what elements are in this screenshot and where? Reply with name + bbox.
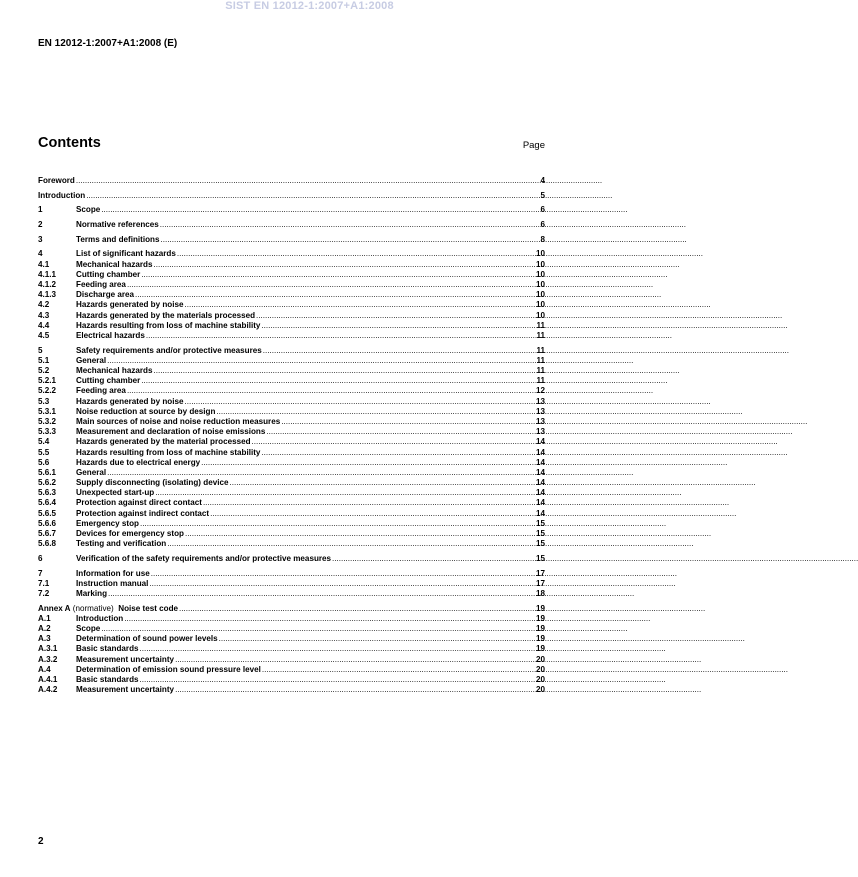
toc-entry-title-text: Cutting chamber bbox=[76, 269, 141, 279]
toc-entry-number: 5.2.2 bbox=[38, 386, 57, 396]
toc-dot-leader bbox=[124, 614, 535, 624]
toc-entry[interactable] bbox=[38, 458, 545, 468]
toc-entry-page: 13 bbox=[535, 416, 545, 426]
toc-entry[interactable] bbox=[38, 478, 545, 488]
toc-entry-title bbox=[76, 498, 202, 508]
toc-dot-leader bbox=[185, 300, 535, 310]
toc-entry-annex-title: Noise test code bbox=[118, 603, 179, 613]
toc-entry-title-text: Measurement uncertainty bbox=[76, 685, 175, 695]
toc-dot-leader bbox=[135, 290, 535, 300]
toc-entry-title-text: Verification of the safety requirements and/or protective measures bbox=[76, 553, 332, 563]
toc-entry-number: 2 bbox=[38, 220, 43, 230]
toc-entry-number: 5.6.4 bbox=[38, 498, 57, 508]
toc-entry-number: 4.1.2 bbox=[38, 280, 57, 289]
toc-dot-leader bbox=[151, 569, 535, 579]
toc-entry-title bbox=[76, 519, 139, 529]
toc-entry-title-text: Information for use bbox=[76, 568, 150, 578]
toc-entry[interactable] bbox=[38, 624, 545, 634]
toc-dot-leader bbox=[252, 437, 535, 447]
toc-dot-leader bbox=[216, 407, 535, 417]
page-number: 2 bbox=[38, 836, 44, 847]
toc-entry-title bbox=[76, 311, 255, 321]
toc-entry-title bbox=[76, 624, 100, 634]
toc-entry-title bbox=[38, 176, 75, 186]
toc-dot-leader bbox=[266, 427, 535, 437]
toc-dot-leader bbox=[101, 205, 539, 215]
toc-group bbox=[38, 191, 545, 201]
toc-entry-title bbox=[76, 685, 174, 695]
toc-entry[interactable] bbox=[38, 498, 545, 508]
toc-entry-title-text: Mechanical hazards bbox=[76, 366, 153, 375]
toc-group bbox=[38, 235, 545, 245]
toc-entry-title-text: Supply disconnecting (isolating) device bbox=[76, 478, 229, 488]
toc-entry-number: 5.6.8 bbox=[38, 539, 57, 549]
toc-dot-leader bbox=[141, 376, 535, 386]
toc-entry[interactable] bbox=[38, 675, 545, 685]
toc-entry-title bbox=[76, 280, 126, 290]
toc-entry-title bbox=[76, 665, 261, 675]
toc-entry-title bbox=[76, 220, 159, 230]
toc-entry-title bbox=[76, 458, 200, 468]
toc-entry-number: 5.6.2 bbox=[38, 478, 57, 488]
toc-dot-leader bbox=[160, 220, 540, 230]
toc-entry-title-text: Measurement uncertainty bbox=[76, 654, 175, 664]
toc-entry[interactable] bbox=[38, 260, 545, 270]
toc-dot-leader bbox=[210, 509, 535, 519]
toc-dot-leader bbox=[175, 685, 535, 695]
toc-entry-number: 5.6 bbox=[38, 457, 50, 467]
toc-entry-title-text: Hazards resulting from loss of machine stability bbox=[76, 320, 261, 330]
toc-entry-title bbox=[76, 235, 160, 245]
toc-entry-title bbox=[76, 614, 123, 624]
toc-entry[interactable] bbox=[38, 427, 545, 437]
toc-dot-leader bbox=[332, 554, 535, 564]
toc-entry[interactable] bbox=[38, 488, 545, 498]
toc-entry-number: 7.2 bbox=[38, 588, 50, 598]
toc-dot-leader bbox=[127, 280, 535, 290]
toc-entry-page: 14 bbox=[535, 467, 545, 477]
toc-entry[interactable] bbox=[38, 509, 545, 519]
toc-entry-title-text: Noise reduction at source by design bbox=[76, 406, 216, 416]
toc-entry-number: 4.5 bbox=[38, 330, 50, 340]
toc-entry-page: 14 bbox=[535, 457, 545, 467]
toc-entry-page: 18 bbox=[535, 588, 545, 598]
toc-entry[interactable] bbox=[38, 579, 545, 589]
toc-entry-page: 15 bbox=[535, 553, 545, 563]
toc-entry-title bbox=[76, 644, 139, 654]
toc-entry-page: 11 bbox=[536, 376, 545, 386]
toc-entry-page: 8 bbox=[540, 234, 545, 244]
toc-entry-title-text: Determination of sound power levels bbox=[76, 634, 218, 644]
toc-entry-title bbox=[76, 427, 265, 437]
toc-entry[interactable] bbox=[38, 614, 545, 624]
toc-entry[interactable] bbox=[38, 249, 545, 259]
toc-entry-title bbox=[76, 554, 331, 564]
toc-entry-number: 5.6.5 bbox=[38, 508, 57, 518]
toc-entry[interactable] bbox=[38, 397, 545, 407]
toc-entry-number: 5.6.6 bbox=[38, 518, 57, 528]
toc-entry-title-text: Electrical hazards bbox=[76, 330, 145, 340]
toc-entry[interactable] bbox=[38, 554, 545, 564]
toc-entry-number: 3 bbox=[38, 234, 43, 244]
toc-entry-number: 4.1 bbox=[38, 259, 50, 269]
toc-entry-title-text: Hazards generated by noise bbox=[76, 300, 184, 310]
toc-entry-page: 14 bbox=[535, 437, 545, 447]
toc-entry-page: 4 bbox=[540, 176, 545, 185]
toc-dot-leader bbox=[108, 589, 535, 599]
toc-entry-title-text: Scope bbox=[76, 205, 101, 215]
toc-entry-title bbox=[76, 290, 134, 300]
toc-entry[interactable] bbox=[38, 417, 545, 427]
toc-dot-leader bbox=[146, 331, 536, 341]
toc-entry-title-text: Basic standards bbox=[76, 644, 139, 654]
toc-dot-leader bbox=[140, 519, 535, 529]
toc-entry-page: 17 bbox=[535, 578, 545, 588]
toc-entry[interactable] bbox=[38, 644, 545, 654]
toc-entry[interactable] bbox=[38, 290, 545, 300]
toc-entry-page: 20 bbox=[535, 664, 545, 674]
toc-entry[interactable] bbox=[38, 665, 545, 675]
toc-entry-page: 14 bbox=[535, 478, 545, 488]
toc-entry-title bbox=[76, 539, 166, 549]
toc-entry-page: 15 bbox=[535, 539, 545, 549]
toc-entry-title bbox=[76, 529, 184, 539]
toc-entry[interactable] bbox=[38, 529, 545, 539]
toc-entry-number: 5.5 bbox=[38, 447, 50, 457]
toc-entry-title bbox=[76, 270, 140, 280]
toc-dot-leader bbox=[153, 260, 535, 270]
toc-entry[interactable] bbox=[38, 376, 545, 386]
toc-entry-number: 4 bbox=[38, 249, 43, 259]
toc-entry-title-text: Hazards generated by the material processed bbox=[76, 437, 251, 447]
toc-group bbox=[38, 569, 545, 600]
toc-entry-title bbox=[76, 579, 148, 589]
toc-entry-title-text: Unexpected start-up bbox=[76, 488, 155, 498]
toc-entry-page: 10 bbox=[535, 259, 545, 269]
toc-entry-title-text: Annex A bbox=[38, 603, 71, 613]
toc-entry-page: 20 bbox=[535, 674, 545, 684]
toc-entry-title bbox=[76, 509, 209, 519]
toc-entry-page: 10 bbox=[535, 249, 545, 259]
toc-entry-number: A.1 bbox=[38, 613, 51, 623]
toc-entry-number: 7.1 bbox=[38, 578, 50, 588]
toc-entry-number: A.4.2 bbox=[38, 685, 58, 695]
toc-dot-leader bbox=[261, 321, 535, 331]
toc-entry[interactable] bbox=[38, 270, 545, 280]
toc-entry-page: 19 bbox=[535, 613, 545, 623]
toc-entry-title bbox=[76, 205, 100, 215]
toc-entry-title-text: Marking bbox=[76, 588, 108, 598]
toc-entry-title-text: Foreword bbox=[38, 176, 75, 185]
toc-entry[interactable] bbox=[38, 437, 545, 447]
table-of-contents bbox=[38, 176, 545, 700]
toc-entry-page: 11 bbox=[536, 355, 545, 365]
toc-entry-title bbox=[76, 569, 150, 579]
toc-entry-page: 15 bbox=[535, 529, 545, 538]
toc-entry-number: 5.2 bbox=[38, 366, 50, 375]
toc-entry-title bbox=[76, 407, 215, 417]
toc-entry-number: A.2 bbox=[38, 624, 51, 633]
toc-entry-title bbox=[76, 468, 106, 478]
toc-entry[interactable] bbox=[38, 321, 545, 331]
toc-entry-number: 7 bbox=[38, 568, 43, 578]
toc-group bbox=[38, 220, 545, 230]
toc-entry-title-text: General bbox=[76, 467, 107, 477]
toc-entry[interactable] bbox=[38, 604, 545, 614]
toc-entry-page: 14 bbox=[535, 498, 545, 508]
toc-entry-title bbox=[76, 655, 174, 665]
toc-entry-number: 5.6.1 bbox=[38, 467, 57, 477]
toc-dot-leader bbox=[261, 448, 535, 458]
toc-entry-title bbox=[76, 478, 228, 488]
toc-dot-leader bbox=[107, 468, 535, 478]
toc-entry[interactable] bbox=[38, 176, 545, 186]
toc-dot-leader bbox=[179, 604, 535, 614]
toc-entry-number: 5.1 bbox=[38, 355, 50, 365]
toc-entry[interactable] bbox=[38, 655, 545, 665]
toc-entry-title-text: Protection against direct contact bbox=[76, 498, 202, 508]
toc-entry[interactable] bbox=[38, 366, 545, 376]
toc-entry-page: 14 bbox=[535, 508, 545, 518]
toc-entry-title-text: Basic standards bbox=[76, 674, 139, 684]
toc-entry-number: A.3.1 bbox=[38, 644, 58, 654]
toc-entry-title bbox=[38, 191, 85, 201]
toc-entry-title-text: Normative references bbox=[76, 220, 159, 230]
toc-entry-page: 19 bbox=[535, 603, 545, 613]
toc-entry-page: 6 bbox=[540, 205, 545, 215]
toc-dot-leader bbox=[263, 346, 536, 356]
toc-entry-page: 14 bbox=[535, 488, 545, 498]
toc-entry[interactable] bbox=[38, 468, 545, 478]
toc-entry-title-text: Protection against indirect contact bbox=[76, 508, 210, 518]
toc-dot-leader bbox=[177, 249, 535, 259]
toc-entry-title bbox=[76, 417, 280, 427]
toc-entry-title bbox=[76, 366, 152, 376]
toc-entry-title bbox=[76, 321, 260, 331]
toc-dot-leader bbox=[219, 634, 535, 644]
toc-entry-title-text: Hazards resulting from loss of machine stability bbox=[76, 447, 261, 457]
toc-entry-title-text: Determination of emission sound pressure level bbox=[76, 664, 261, 674]
toc-entry-page: 10 bbox=[535, 300, 545, 310]
toc-dot-leader bbox=[153, 366, 535, 376]
toc-entry[interactable] bbox=[38, 346, 545, 356]
toc-entry-title-text: Emergency stop bbox=[76, 518, 139, 528]
toc-entry-page: 11 bbox=[536, 320, 545, 330]
toc-entry-page: 13 bbox=[535, 396, 545, 406]
toc-entry-number: 5.3.2 bbox=[38, 416, 57, 426]
toc-entry-page: 19 bbox=[535, 634, 545, 644]
toc-entry-title-text: Discharge area bbox=[76, 290, 135, 300]
toc-entry-number: 5.6.7 bbox=[38, 529, 57, 538]
toc-entry-title bbox=[76, 589, 107, 599]
toc-entry[interactable] bbox=[38, 685, 545, 695]
toc-dot-leader bbox=[185, 529, 535, 539]
toc-entry-number: A.4 bbox=[38, 664, 51, 674]
toc-entry[interactable] bbox=[38, 191, 545, 201]
toc-entry-page: 6 bbox=[540, 220, 545, 230]
toc-dot-leader bbox=[281, 417, 535, 427]
toc-entry-number: 4.3 bbox=[38, 310, 50, 320]
toc-entry-title bbox=[76, 488, 154, 498]
toc-entry-number: 5.3.3 bbox=[38, 427, 57, 437]
toc-entry-title bbox=[76, 331, 145, 341]
toc-dot-leader bbox=[76, 176, 540, 186]
toc-entry[interactable] bbox=[38, 569, 545, 579]
toc-entry-page: 12 bbox=[535, 386, 545, 396]
toc-entry[interactable] bbox=[38, 407, 545, 417]
toc-entry-title-text: Terms and definitions bbox=[76, 234, 160, 244]
toc-group bbox=[38, 205, 545, 215]
toc-entry-page: 10 bbox=[535, 290, 545, 300]
toc-entry-page: 20 bbox=[535, 685, 545, 695]
toc-entry-title-text: Scope bbox=[76, 624, 101, 633]
toc-entry-title bbox=[76, 675, 139, 685]
toc-entry[interactable] bbox=[38, 386, 545, 396]
toc-entry-title bbox=[76, 397, 184, 407]
toc-entry-page: 13 bbox=[535, 427, 545, 437]
toc-group bbox=[38, 554, 545, 564]
toc-entry-number: 5.6.3 bbox=[38, 488, 57, 498]
toc-entry-title-text: Instruction manual bbox=[76, 578, 149, 588]
toc-entry-page: 11 bbox=[536, 345, 545, 355]
toc-entry[interactable] bbox=[38, 311, 545, 321]
toc-dot-leader bbox=[262, 665, 535, 675]
toc-entry-title-text: Feeding area bbox=[76, 386, 126, 396]
document-id-header: EN 12012-1:2007+A1:2008 (E) bbox=[38, 38, 178, 49]
toc-entry-title-text: Introduction bbox=[76, 613, 124, 623]
toc-entry-title bbox=[76, 260, 152, 270]
toc-entry-page: 10 bbox=[535, 269, 545, 279]
toc-dot-leader bbox=[256, 311, 535, 321]
toc-entry[interactable] bbox=[38, 356, 545, 366]
toc-entry-title-text: Feeding area bbox=[76, 280, 126, 289]
toc-entry-number: 5.3 bbox=[38, 396, 50, 406]
toc-entry-page: 11 bbox=[536, 366, 545, 375]
toc-entry[interactable] bbox=[38, 205, 545, 215]
toc-dot-leader bbox=[127, 386, 535, 396]
toc-entry-number: A.4.1 bbox=[38, 674, 58, 684]
toc-entry[interactable] bbox=[38, 539, 545, 549]
toc-entry[interactable] bbox=[38, 220, 545, 230]
toc-entry-number: A.3.2 bbox=[38, 654, 58, 664]
toc-entry-page: 17 bbox=[535, 568, 545, 578]
toc-entry-page: 19 bbox=[535, 644, 545, 654]
toc-group bbox=[38, 346, 545, 550]
toc-entry[interactable] bbox=[38, 235, 545, 245]
toc-entry-page: 5 bbox=[540, 190, 545, 200]
toc-entry-page: 10 bbox=[535, 280, 545, 289]
toc-entry-title bbox=[76, 634, 218, 644]
toc-entry[interactable] bbox=[38, 519, 545, 529]
toc-entry-title-text: Devices for emergency stop bbox=[76, 529, 184, 538]
toc-entry-page: 19 bbox=[535, 624, 545, 633]
toc-dot-leader bbox=[203, 498, 535, 508]
toc-entry-title-text: Testing and verification bbox=[76, 539, 167, 549]
toc-entry-page: 13 bbox=[535, 406, 545, 416]
toc-entry-title-text: Mechanical hazards bbox=[76, 259, 153, 269]
toc-entry-page: 10 bbox=[535, 310, 545, 320]
toc-dot-leader bbox=[201, 458, 535, 468]
toc-entry-number: 4.2 bbox=[38, 300, 50, 310]
toc-entry-title-text: Safety requirements and/or protective measures bbox=[76, 345, 262, 355]
toc-dot-leader bbox=[149, 579, 535, 589]
toc-entry-title-text: Hazards generated by noise bbox=[76, 396, 184, 406]
toc-entry-page: 15 bbox=[535, 518, 545, 528]
toc-dot-leader bbox=[185, 397, 535, 407]
toc-dot-leader bbox=[140, 644, 535, 654]
toc-entry-title bbox=[76, 356, 106, 366]
toc-entry-title-text: Hazards due to electrical energy bbox=[76, 457, 201, 467]
toc-entry-title bbox=[38, 604, 178, 614]
toc-entry-number: 5.3.1 bbox=[38, 406, 57, 416]
toc-entry-title bbox=[76, 448, 260, 458]
toc-entry-number: 1 bbox=[38, 205, 43, 215]
contents-title: Contents bbox=[38, 135, 101, 151]
toc-entry-title-text: Measurement and declaration of noise emissions bbox=[76, 427, 266, 437]
toc-entry-title-text: List of significant hazards bbox=[76, 249, 176, 259]
toc-entry-title bbox=[76, 386, 126, 396]
toc-entry-number: 4.1.3 bbox=[38, 290, 57, 300]
toc-group bbox=[38, 604, 545, 696]
toc-entry-number: 5 bbox=[38, 345, 43, 355]
toc-dot-leader bbox=[86, 191, 539, 201]
toc-entry-annex-type: (normative) bbox=[70, 603, 119, 613]
toc-entry-page: 14 bbox=[535, 447, 545, 457]
toc-entry-title bbox=[76, 437, 251, 447]
toc-dot-leader bbox=[155, 488, 535, 498]
toc-entry-number: 4.1.1 bbox=[38, 269, 57, 279]
page-column-label: Page bbox=[522, 140, 545, 151]
toc-dot-leader bbox=[141, 270, 535, 280]
toc-dot-leader bbox=[161, 235, 540, 245]
toc-group bbox=[38, 249, 545, 341]
toc-entry-number: 4.4 bbox=[38, 320, 50, 330]
toc-dot-leader bbox=[107, 356, 535, 366]
toc-entry-title-text: Hazards generated by the materials processed bbox=[76, 310, 256, 320]
toc-entry-title-text: Main sources of noise and noise reduction measures bbox=[76, 416, 281, 426]
toc-group bbox=[38, 176, 545, 186]
toc-entry[interactable] bbox=[38, 634, 545, 644]
toc-entry[interactable] bbox=[38, 448, 545, 458]
toc-entry-title bbox=[76, 300, 184, 310]
toc-dot-leader bbox=[101, 624, 535, 634]
toc-entry[interactable] bbox=[38, 589, 545, 599]
toc-dot-leader bbox=[229, 478, 535, 488]
toc-entry[interactable] bbox=[38, 300, 545, 310]
toc-entry-number: A.3 bbox=[38, 634, 51, 644]
toc-entry-title-text: General bbox=[76, 355, 107, 365]
toc-entry-title bbox=[76, 346, 262, 356]
watermark: SIST EN 12012-1:2007+A1:2008 bbox=[225, 0, 394, 12]
toc-entry-number: 5.4 bbox=[38, 437, 50, 447]
toc-dot-leader bbox=[140, 675, 535, 685]
toc-entry-page: 20 bbox=[535, 654, 545, 664]
toc-entry[interactable] bbox=[38, 280, 545, 290]
toc-entry-title bbox=[76, 376, 140, 386]
toc-entry-title-text: Cutting chamber bbox=[76, 376, 141, 386]
toc-dot-leader bbox=[167, 539, 535, 549]
toc-dot-leader bbox=[175, 655, 535, 665]
toc-entry-title-text: Introduction bbox=[38, 190, 86, 200]
toc-entry-number: 6 bbox=[38, 553, 43, 563]
toc-entry-title bbox=[76, 249, 176, 259]
toc-entry-page: 11 bbox=[536, 330, 545, 340]
toc-entry-number: 5.2.1 bbox=[38, 376, 57, 386]
toc-entry[interactable] bbox=[38, 331, 545, 341]
